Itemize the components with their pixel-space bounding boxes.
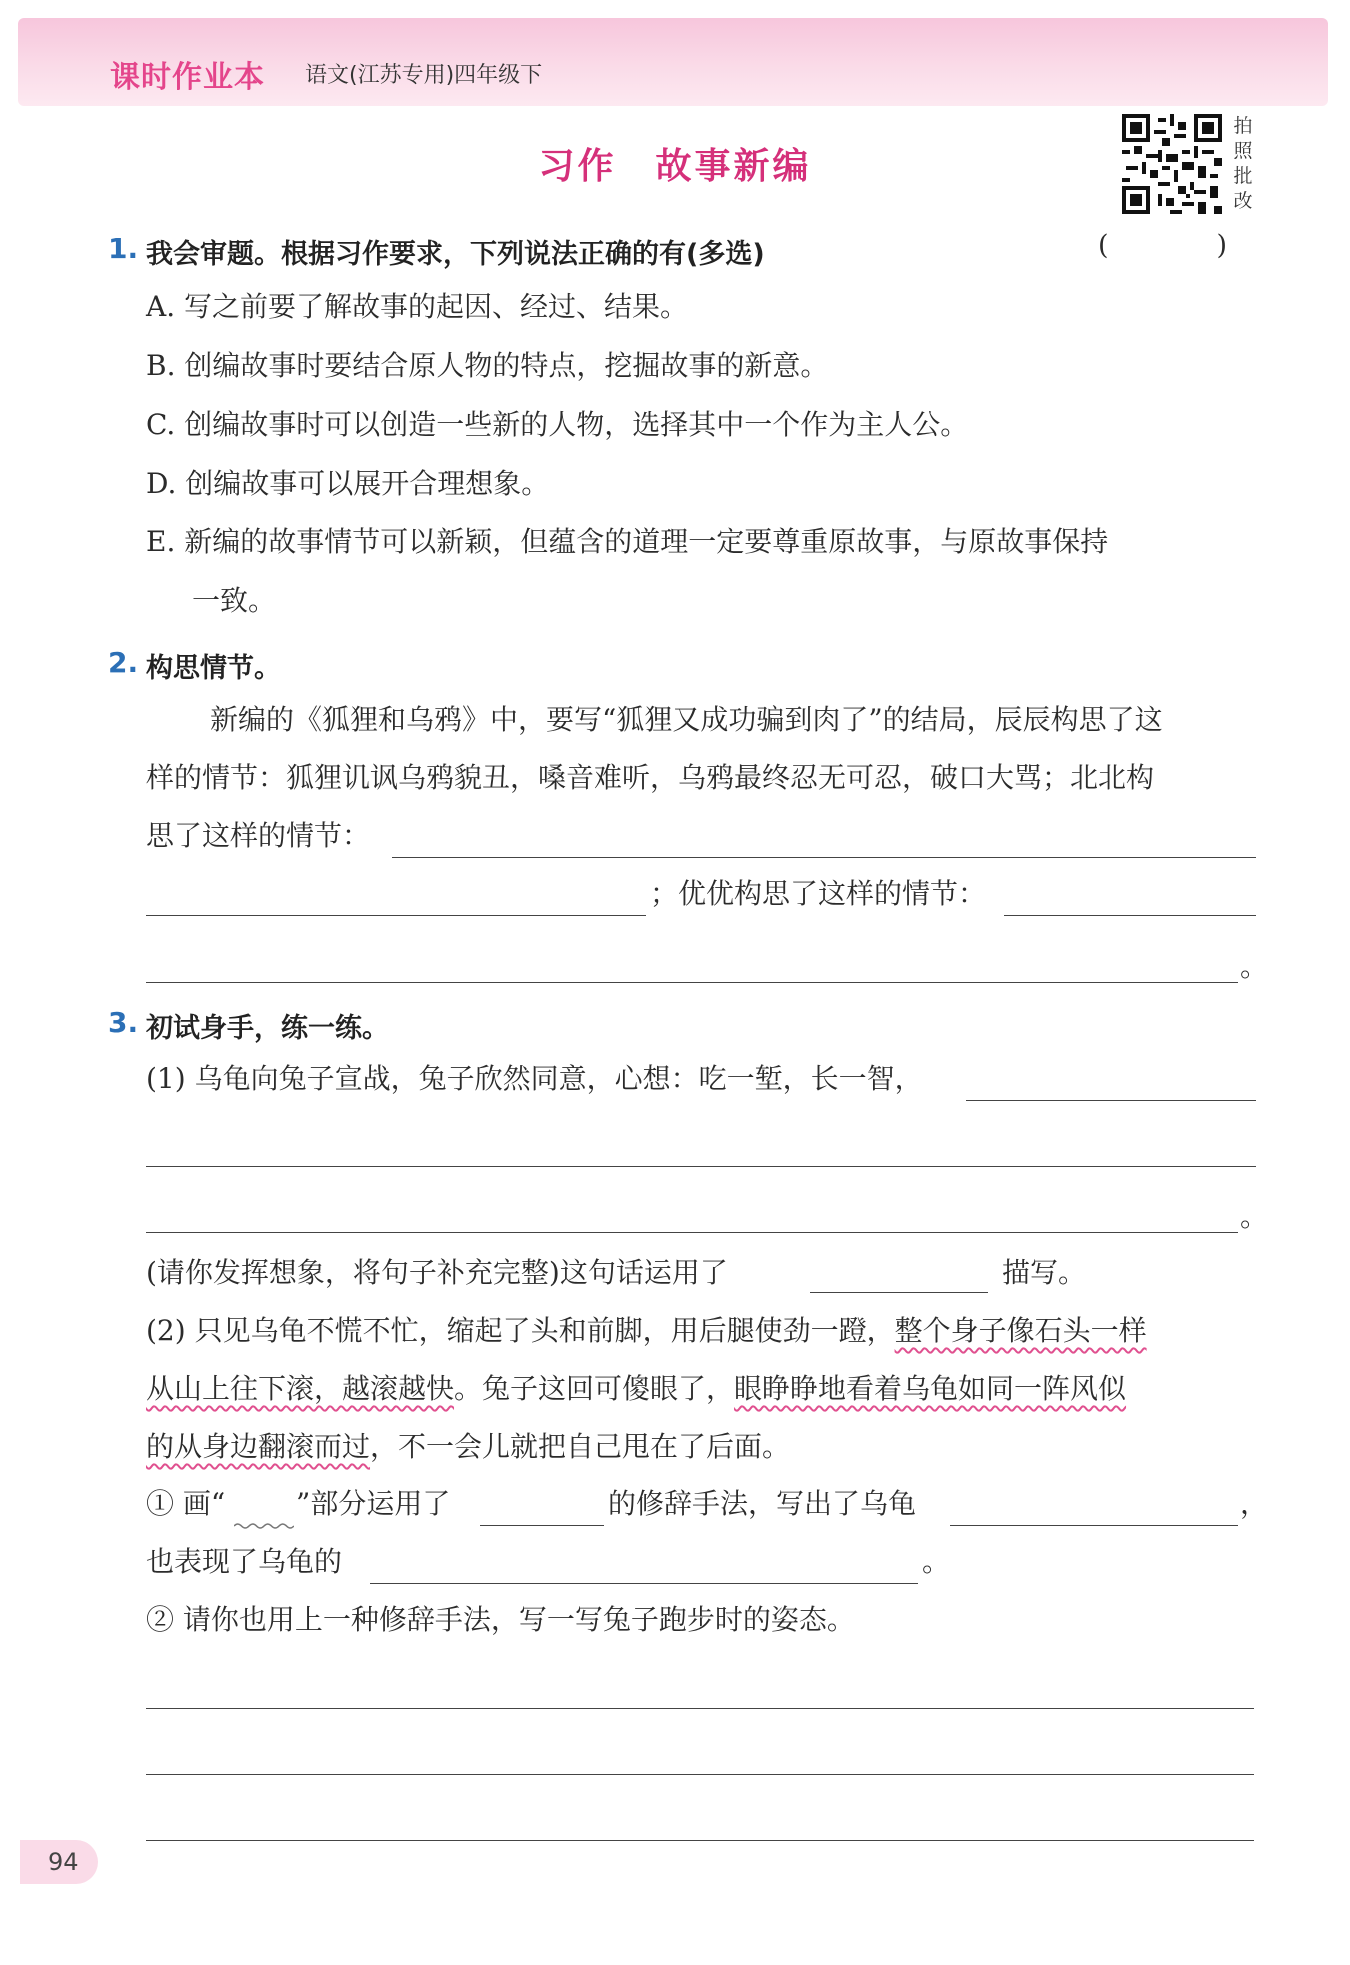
q1-option-e: E. 新编的故事情节可以新颖，但蕴含的道理一定要尊重原故事，与原故事保持 [146,525,1109,558]
q3-part2-line3 [146,1430,790,1464]
page-title: 习作 故事新编 [538,146,812,187]
q3-sub2-blank-1[interactable] [146,1708,1254,1709]
q3-part2-text: ，不一会儿就把自己甩在了后面。 [370,1430,791,1463]
q3-part1-note-end: 描写。 [1002,1256,1087,1289]
q1-option-d: D. 创编故事可以展开合理想象。 [146,467,550,500]
q3-sub1-comma: ， [1240,1487,1269,1520]
q3-prompt: 初试身手，练一练。 [146,1013,389,1044]
book-info: 语文(江苏专用)四年级下 [305,63,543,88]
q3-sub1-blank-1[interactable] [480,1525,604,1526]
q3-part2-text: (2) 只见乌龟不慌不忙，缩起了头和前脚，用后腿使劲一蹬， [146,1314,895,1347]
q1-option-b: B. 创编故事时要结合原人物的特点，挖掘故事的新意。 [146,349,829,382]
page-number: 94 [48,1848,79,1876]
q3-sub1-text-c: 的修辞手法，写出了乌龟 [608,1487,917,1520]
wavy-line-icon [234,1522,294,1530]
q2-answer-blank-2[interactable] [146,915,646,916]
q2-text-line1: 新编的《狐狸和乌鸦》中，要写“狐狸又成功骗到肉了”的结局，辰辰构思了这 [210,703,1163,736]
q2-prompt: 构思情节。 [146,653,281,684]
qr-label-char: 拍 [1233,115,1253,137]
q2-text-line3: 思了这样的情节： [146,819,371,852]
q3-sub1-blank-3[interactable] [370,1583,918,1584]
q3-part2-line2 [146,1372,1126,1406]
q3-part1-text: (1) 乌龟向兔子宣战，兔子欣然同意，心想：吃一堑，长一智， [146,1062,923,1095]
q3-part2-wavy-1: 整个身子像石头一样 [894,1314,1147,1347]
q1-answer-paren[interactable]: ( ) [1098,230,1228,261]
qr-label-char: 改 [1233,190,1253,212]
q3-part1-note: (请你发挥想象，将句子补充完整)这句话运用了 [146,1256,728,1289]
qr-label [1232,114,1254,214]
q2-answer-blank-1[interactable] [392,857,1256,858]
q3-part1-blank-1[interactable] [966,1100,1256,1101]
qr-label-char: 照 [1233,140,1253,162]
q2-end-period: 。 [1240,950,1269,983]
q3-part1-blank-3[interactable] [146,1232,1238,1233]
qr-label-char: 批 [1233,165,1253,187]
q1-option-c: C. 创编故事时可以创造一些新的人物，选择其中一个作为主人公。 [146,408,969,441]
q3-number: 3. [108,1006,139,1039]
q3-sub2-prompt: ② 请你也用上一种修辞手法，写一写兔子跑步时的姿态。 [146,1603,855,1636]
q3-sub1-text-b: ”部分运用了 [296,1487,451,1520]
q2-text-line2: 样的情节：狐狸讥讽乌鸦貌丑，嗓音难听，乌鸦最终忍无可忍，破口大骂；北北构 [146,761,1155,794]
q3-sub2-blank-3[interactable] [146,1840,1254,1841]
q3-part2-wavy-2: 从山上往下滚，越滚越快 [146,1372,455,1405]
q3-sub1-end: 。 [922,1545,951,1578]
q1-option-e-cont: 一致。 [192,584,277,617]
q3-part2-wavy-4: 的从身边翻滚而过 [146,1430,371,1463]
q3-part1-note-blank[interactable] [810,1292,988,1293]
q2-number: 2. [108,646,139,679]
q2-text-line4: ；优优构思了这样的情节： [650,877,987,910]
brand-title: 课时作业本 [110,60,265,95]
q1-number: 1. [108,232,139,265]
q3-part2-wavy-3: 眼睁睁地看着乌龟如同一阵风似 [734,1372,1127,1405]
qr-code-icon[interactable] [1122,114,1222,214]
q1-prompt: 我会审题。根据习作要求，下列说法正确的有(多选) [146,239,765,270]
q3-part1-blank-2[interactable] [146,1166,1256,1167]
q2-answer-blank-4[interactable] [146,982,1238,983]
q3-sub1-text-e: 也表现了乌龟的 [146,1545,343,1578]
q3-part2-line1 [146,1314,1147,1348]
q2-answer-blank-3[interactable] [1004,915,1256,916]
q3-sub2-blank-2[interactable] [146,1774,1254,1775]
q3-part1-end: 。 [1240,1200,1269,1233]
q3-part2-text: 。兔子这回可傻眼了， [454,1372,735,1405]
q3-sub1-prefix: ① 画“ [146,1487,226,1520]
q3-sub1-blank-2[interactable] [950,1525,1238,1526]
q1-option-a: A. 写之前要了解故事的起因、经过、结果。 [146,290,689,323]
